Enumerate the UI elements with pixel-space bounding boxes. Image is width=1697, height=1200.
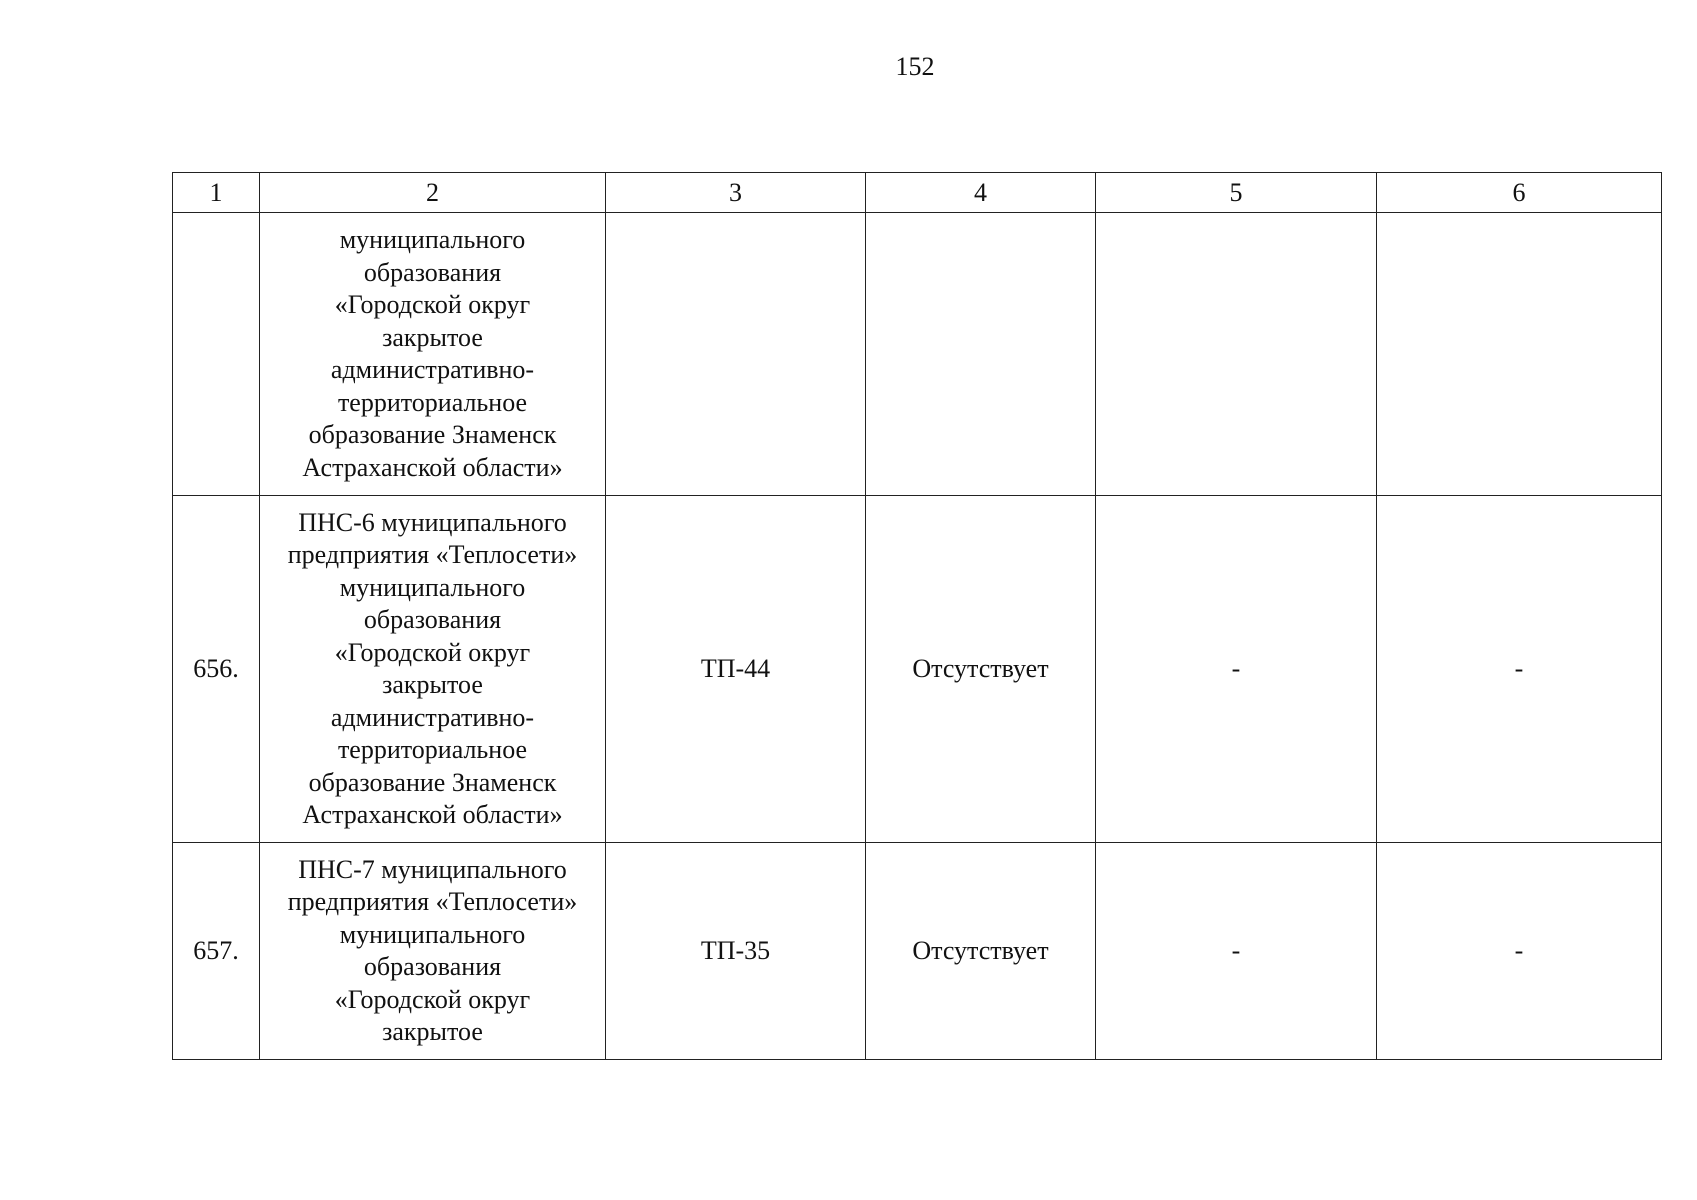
page-number: 152 [895,52,935,81]
column-header: 3 [606,173,866,213]
column-header: 4 [866,173,1096,213]
column-header: 5 [1096,173,1377,213]
table-cell: Отсутствует [866,843,1096,1060]
row-number-cell: 657. [173,843,260,1060]
object-name-cell: муниципального образования «Городской округ закрытое административно- территориальное образование Знаменск Астраханской области» [260,213,606,496]
row-number-cell [173,213,260,496]
table-row [173,213,1662,496]
table-cell: Отсутствует [866,496,1096,843]
table-row [173,496,1662,843]
document-table [172,172,1662,1060]
table-row [173,843,1662,1060]
table-cell [1096,213,1377,496]
table-header-row [173,173,1662,213]
table-cell [866,213,1096,496]
column-header: 2 [260,173,606,213]
table-cell [606,213,866,496]
table-cell: - [1096,496,1377,843]
table-cell: - [1096,843,1377,1060]
object-name-cell: ПНС-7 муниципального предприятия «Теплосети» муниципального образования «Городской округ закрытое [260,843,606,1060]
table-cell: - [1377,496,1662,843]
column-header: 1 [173,173,260,213]
table-cell: - [1377,843,1662,1060]
table-cell [1377,213,1662,496]
table-cell: ТП-35 [606,843,866,1060]
column-header: 6 [1377,173,1662,213]
row-number-cell: 656. [173,496,260,843]
table-cell: ТП-44 [606,496,866,843]
object-name-cell: ПНС-6 муниципального предприятия «Теплосети» муниципального образования «Городской округ закрытое административно- территориальное образование Знаменск Астраханской области» [260,496,606,843]
